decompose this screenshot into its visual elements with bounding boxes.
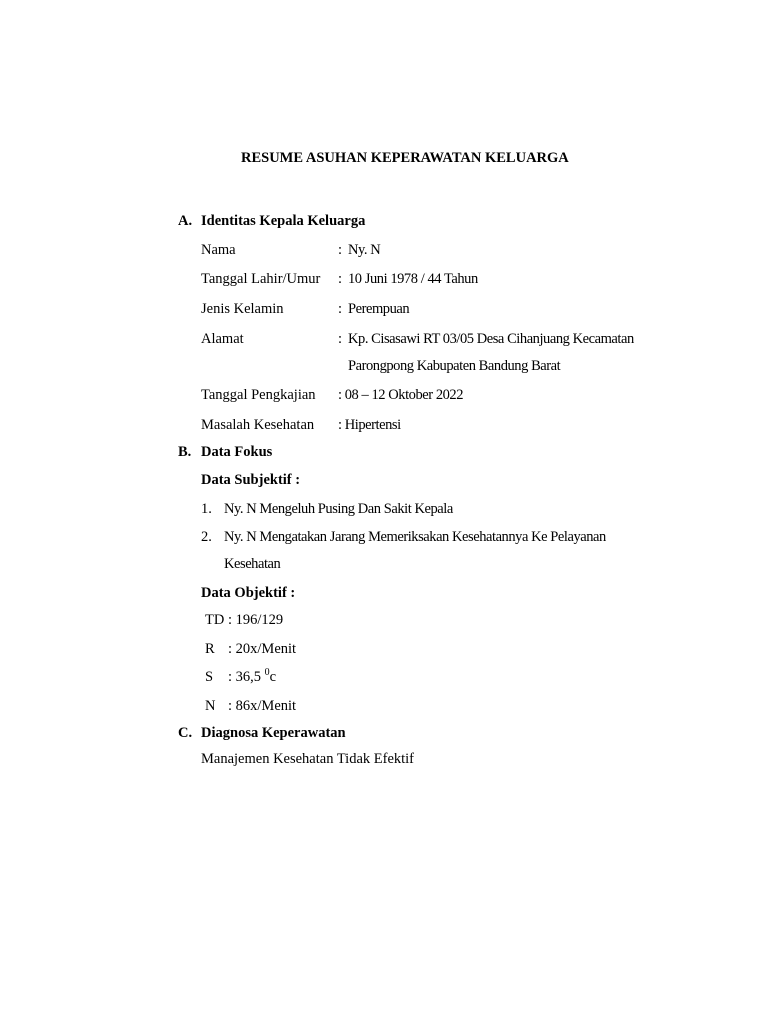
section-a-heading: Identitas Kepala Keluarga	[201, 213, 366, 229]
value-alamat-line2: Parongpong Kabupaten Bandung Barat	[348, 358, 561, 374]
objektif-td-value: : 196/129	[228, 612, 284, 628]
subjektif-item-2-number: 2.	[201, 529, 212, 545]
sep-jenis-kelamin: :	[338, 301, 343, 317]
subjektif-heading: Data Subjektif :	[201, 472, 301, 488]
value-jenis-kelamin: Perempuan	[348, 301, 410, 317]
objektif-s-label: S	[205, 669, 214, 685]
subjektif-item-2-text-line1: Ny. N Mengatakan Jarang Memeriksakan Kesehatannya Ke Pelayanan	[224, 529, 606, 545]
objektif-s-degree: 0	[264, 667, 270, 678]
objektif-n-value: : 86x/Menit	[228, 698, 297, 714]
objektif-heading: Data Objektif :	[201, 585, 296, 601]
subjektif-item-1-text: Ny. N Mengeluh Pusing Dan Sakit Kepala	[224, 501, 453, 517]
document-title: RESUME ASUHAN KEPERAWATAN KELUARGA	[241, 150, 569, 166]
objektif-n-label: N	[205, 698, 216, 714]
objektif-r-value: : 20x/Menit	[228, 641, 297, 657]
value-alamat-line1: Kp. Cisasawi RT 03/05 Desa Cihanjuang Kecamatan	[348, 331, 634, 347]
section-b-heading: Data Fokus	[201, 444, 273, 460]
objektif-s-value-group	[228, 669, 276, 686]
section-c-heading: Diagnosa Keperawatan	[201, 725, 346, 741]
sep-nama: :	[338, 242, 343, 258]
label-alamat: Alamat	[201, 331, 244, 347]
label-jenis-kelamin: Jenis Kelamin	[201, 301, 284, 317]
label-masalah-kesehatan: Masalah Kesehatan	[201, 417, 315, 433]
value-masalah-kesehatan: : Hipertensi	[338, 417, 401, 433]
label-tanggal-pengkajian: Tanggal Pengkajian	[201, 387, 316, 403]
objektif-td-label: TD	[205, 612, 225, 628]
sep-alamat: :	[338, 331, 343, 347]
label-nama: Nama	[201, 242, 236, 258]
objektif-s-unit: c	[269, 669, 277, 685]
objektif-r-label: R	[205, 641, 215, 657]
section-a-letter: A.	[178, 213, 193, 229]
section-b-letter: B.	[178, 444, 192, 460]
label-tanggal-lahir: Tanggal Lahir/Umur	[201, 271, 321, 287]
subjektif-item-1-number: 1.	[201, 501, 212, 517]
value-tanggal-lahir: 10 Juni 1978 / 44 Tahun	[348, 271, 478, 287]
objektif-s-value: : 36,5	[228, 669, 262, 685]
section-c-letter: C.	[178, 725, 193, 741]
subjektif-item-2-text-line2: Kesehatan	[224, 556, 281, 572]
sep-tanggal-lahir: :	[338, 271, 343, 287]
value-nama: Ny. N	[348, 242, 381, 258]
value-tanggal-pengkajian: : 08 – 12 Oktober 2022	[338, 387, 464, 403]
section-c-text: Manajemen Kesehatan Tidak Efektif	[201, 751, 415, 767]
